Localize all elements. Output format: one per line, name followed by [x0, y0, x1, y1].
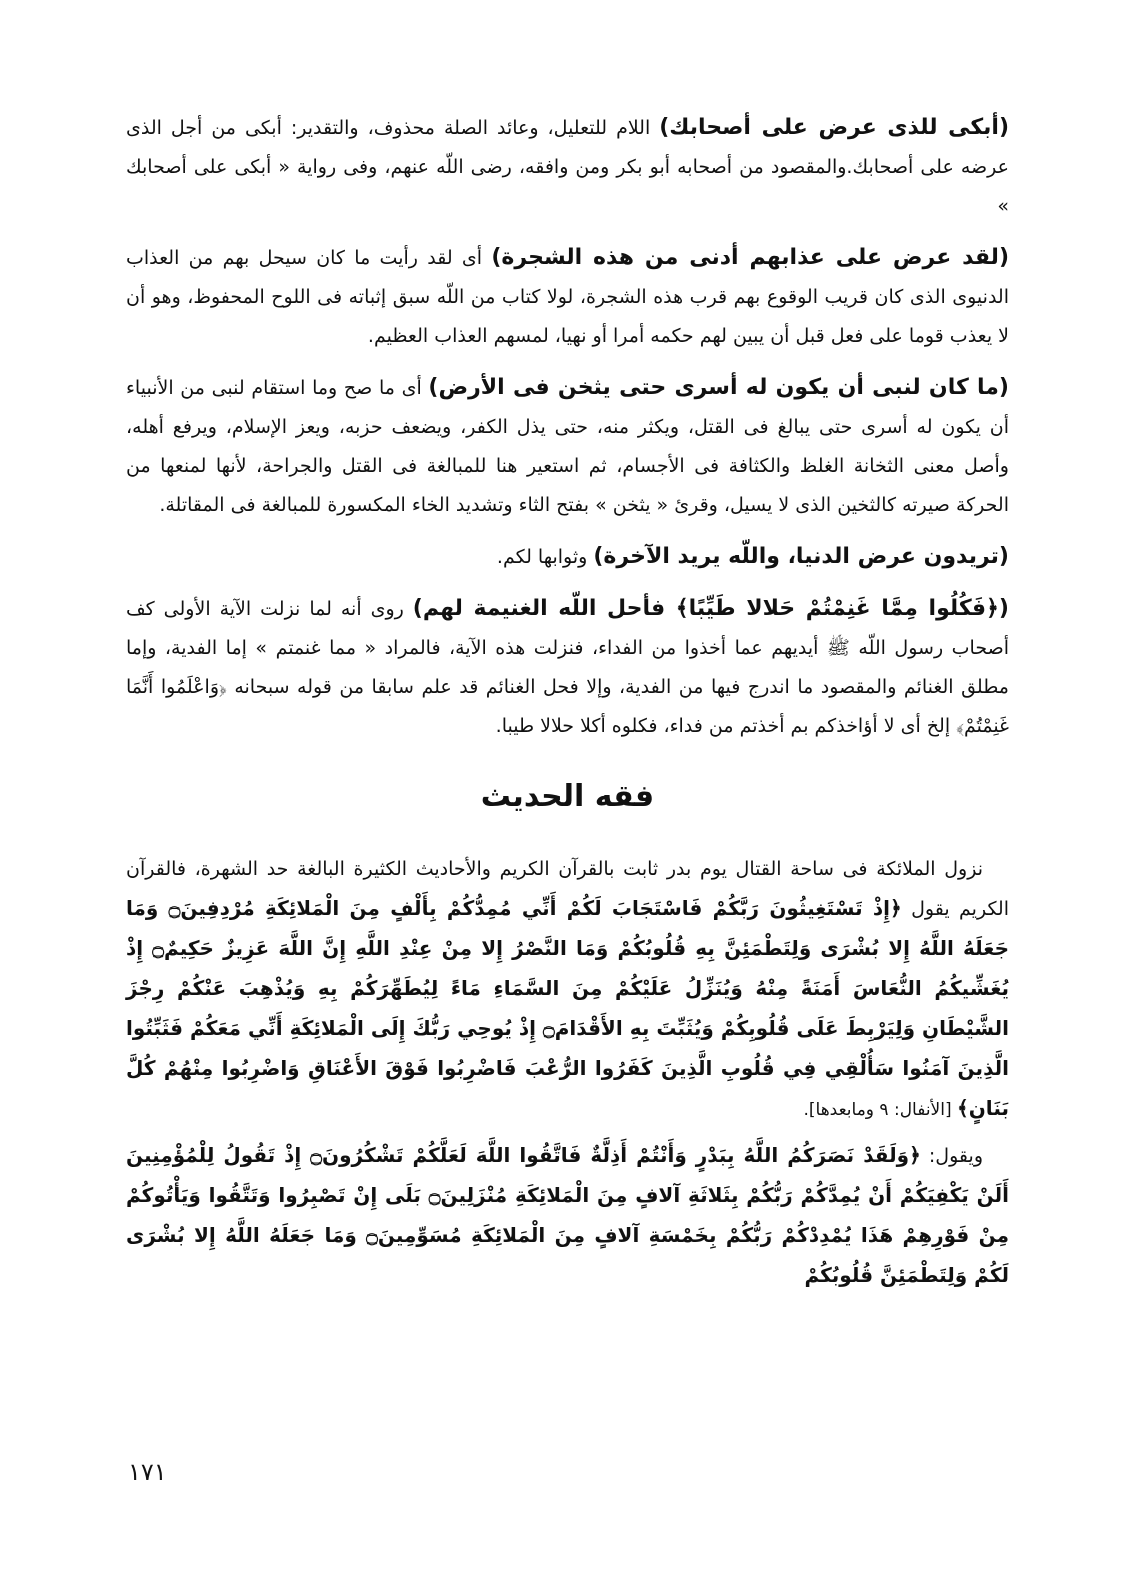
quran-verse: ﴿إِذْ تَسْتَغِيثُونَ رَبَّكُمْ فَاسْتَجَابَ لَكُمْ أَنِّي مُمِدُّكُمْ بِأَلْفٍ مِنَ الْمَلائِكَةِ مُرْدِفِينَ۝ وَمَا جَعَلَهُ اللَّهُ إِلا بُشْرَى وَلِتَطْمَئِنَّ بِهِ قُلُوبُكُمْ وَمَا النَّصْرُ إِلا مِنْ عِنْدِ اللَّهِ إِنَّ اللَّهَ عَزِيزٌ حَكِيمٌ۝ إِذْ يُغَشِّيكُمُ النُّعَاسَ أَمَنَةً مِنْهُ وَيُنَزِّلُ عَلَيْكُمْ مِنَ السَّمَاءِ مَاءً لِيُطَهِّرَكُمْ بِهِ وَيُذْهِبَ عَنْكُمْ رِجْزَ الشَّيْطَانِ وَلِيَرْبِطَ عَلَى قُلُوبِكُمْ وَيُثَبِّتَ بِهِ الأَقْدَامَ۝ إِذْ يُوحِي رَبُّكَ إِلَى الْمَلائِكَةِ أَنِّي مَعَكُمْ فَثَبِّتُوا الَّذِينَ آمَنُوا سَأُلْقِي فِي قُلُوبِ الَّذِينَ كَفَرُوا الرُّعْبَ فَاضْرِبُوا فَوْقَ الأَعْنَاقِ وَاضْرِبُوا مِنْهُمْ كُلَّ بَنَانٍ﴾ [126, 896, 1009, 1120]
body-intro-text: نزول الملائكة فى ساحة القتال يوم بدر ثابت بالقرآن الكريم والأحاديث الكثيرة البالغة حد الشهرة، فالقرآن الكريم يقول [126, 858, 1010, 920]
quoted-phrase: (لقد عرض على عذابهم أدنى من هذه الشجرة) [491, 245, 1009, 270]
commentary-paragraph [126, 108, 1009, 226]
book-page [126, 108, 1009, 1303]
body-paragraph [126, 850, 1009, 1130]
explanation-text: وثوابها لكم. [496, 546, 594, 568]
explanation-text: روى أنه لما نزلت الآية الأولى كف أصحاب رسول اللّه ﷺ أيديهم عما أخذوا من الفداء، فنزلت هذه الآية، فالمراد « مما غنمتم » إما الفدية، وإما مطلق الغنائم والمقصود ما اندرج فيها من الفدية، وإلا فحل الغنائم قد علم سابقا من قوله سبحانه ﴿وَاعْلَمُوا أَنَّمَا غَنِمْتُمْ﴾ إلخ أى لا أؤاخذكم بم أخذتم من فداء، فكلوه أكلا حلالا طيبا. [126, 598, 1009, 737]
commentary-paragraph [126, 537, 1009, 577]
explanation-text: أى لقد رأيت ما كان سيحل بهم من العذاب الدنيوى الذى كان قريب الوقوع بهم قرب هذه الشجرة، لولا كتاب من اللّه سبق إثباته فى اللوح المحفوظ، وهو أن لا يعذب قوما على فعل قبل أن يبين لهم حكمه أمرا أو نهيا، لمسهم العذاب العظيم. [126, 247, 1009, 347]
body-intro-text: ويقول: [920, 1145, 983, 1167]
verse-reference: [الأنفال: ٩ ومابعدها]. [803, 1100, 958, 1120]
body-paragraph [126, 1136, 1009, 1297]
explanation-text: أى ما صح وما استقام لنبى من الأنبياء أن يكون له أسرى حتى يبالغ فى القتل، ويكثر منه، حتى يذل الكفر، ويضعف حزبه، ويعز الإسلام، ويرفع أهله، وأصل معنى الثخانة الغلظ والكثافة فى الأجسام، ثم استعير هنا للمبالغة فى القتل والجراحة، لأنها لمنعها من الحركة صيرته كالثخين الذى لا يسيل، وقرئ « يثخن » بفتح الثاء وتشديد الخاء المكسورة للمبالغة فى المقاتلة. [126, 377, 1009, 516]
section-heading: فقه الحديث [480, 779, 655, 814]
quran-verse: ﴿وَلَقَدْ نَصَرَكُمُ اللَّهُ بِبَدْرٍ وَأَنْتُمْ أَذِلَّةٌ فَاتَّقُوا اللَّهَ لَعَلَّكُمْ تَشْكُرُونَ۝ إِذْ تَقُولُ لِلْمُؤْمِنِينَ أَلَنْ يَكْفِيَكُمْ أَنْ يُمِدَّكُمْ رَبُّكُمْ بِثَلاثَةِ آلافٍ مِنَ الْمَلائِكَةِ مُنْزَلِينَ۝ بَلَى إِنْ تَصْبِرُوا وَتَتَّقُوا وَيَأْتُوكُمْ مِنْ فَوْرِهِمْ هَذَا يُمْدِدْكُمْ رَبُّكُمْ بِخَمْسَةِ آلافٍ مِنَ الْمَلائِكَةِ مُسَوِّمِينَ۝ وَمَا جَعَلَهُ اللَّهُ إِلا بُشْرَى لَكُمْ وَلِتَطْمَئِنَّ قُلُوبُكُمْ [126, 1143, 1010, 1287]
commentary-paragraph [126, 368, 1009, 525]
commentary-paragraph [126, 238, 1009, 356]
commentary-paragraph [126, 589, 1009, 746]
explanation-text: اللام للتعليل، وعائد الصلة محذوف، والتقدير: أبكى من أجل الذى عرضه على أصحابك.والمقصود من أصحابه أبو بكر ومن وافقه، رضى اللّه عنهم، وفى رواية « أبكى على أصحابك » [126, 117, 1009, 217]
page-number: ١٧١ [128, 1458, 167, 1486]
quoted-phrase: (﴿فَكُلُوا مِمَّا غَنِمْتُمْ حَلالا طَيِّبًا﴾ فأحل اللّه الغنيمة لهم) [412, 596, 1009, 621]
quoted-phrase: (ما كان لنبى أن يكون له أسرى حتى يثخن فى الأرض) [428, 375, 1009, 400]
quoted-phrase: (أبكى للذى عرض على أصحابك) [659, 115, 1010, 140]
quoted-phrase: (تريدون عرض الدنيا، واللّه يريد الآخرة) [593, 544, 1009, 569]
